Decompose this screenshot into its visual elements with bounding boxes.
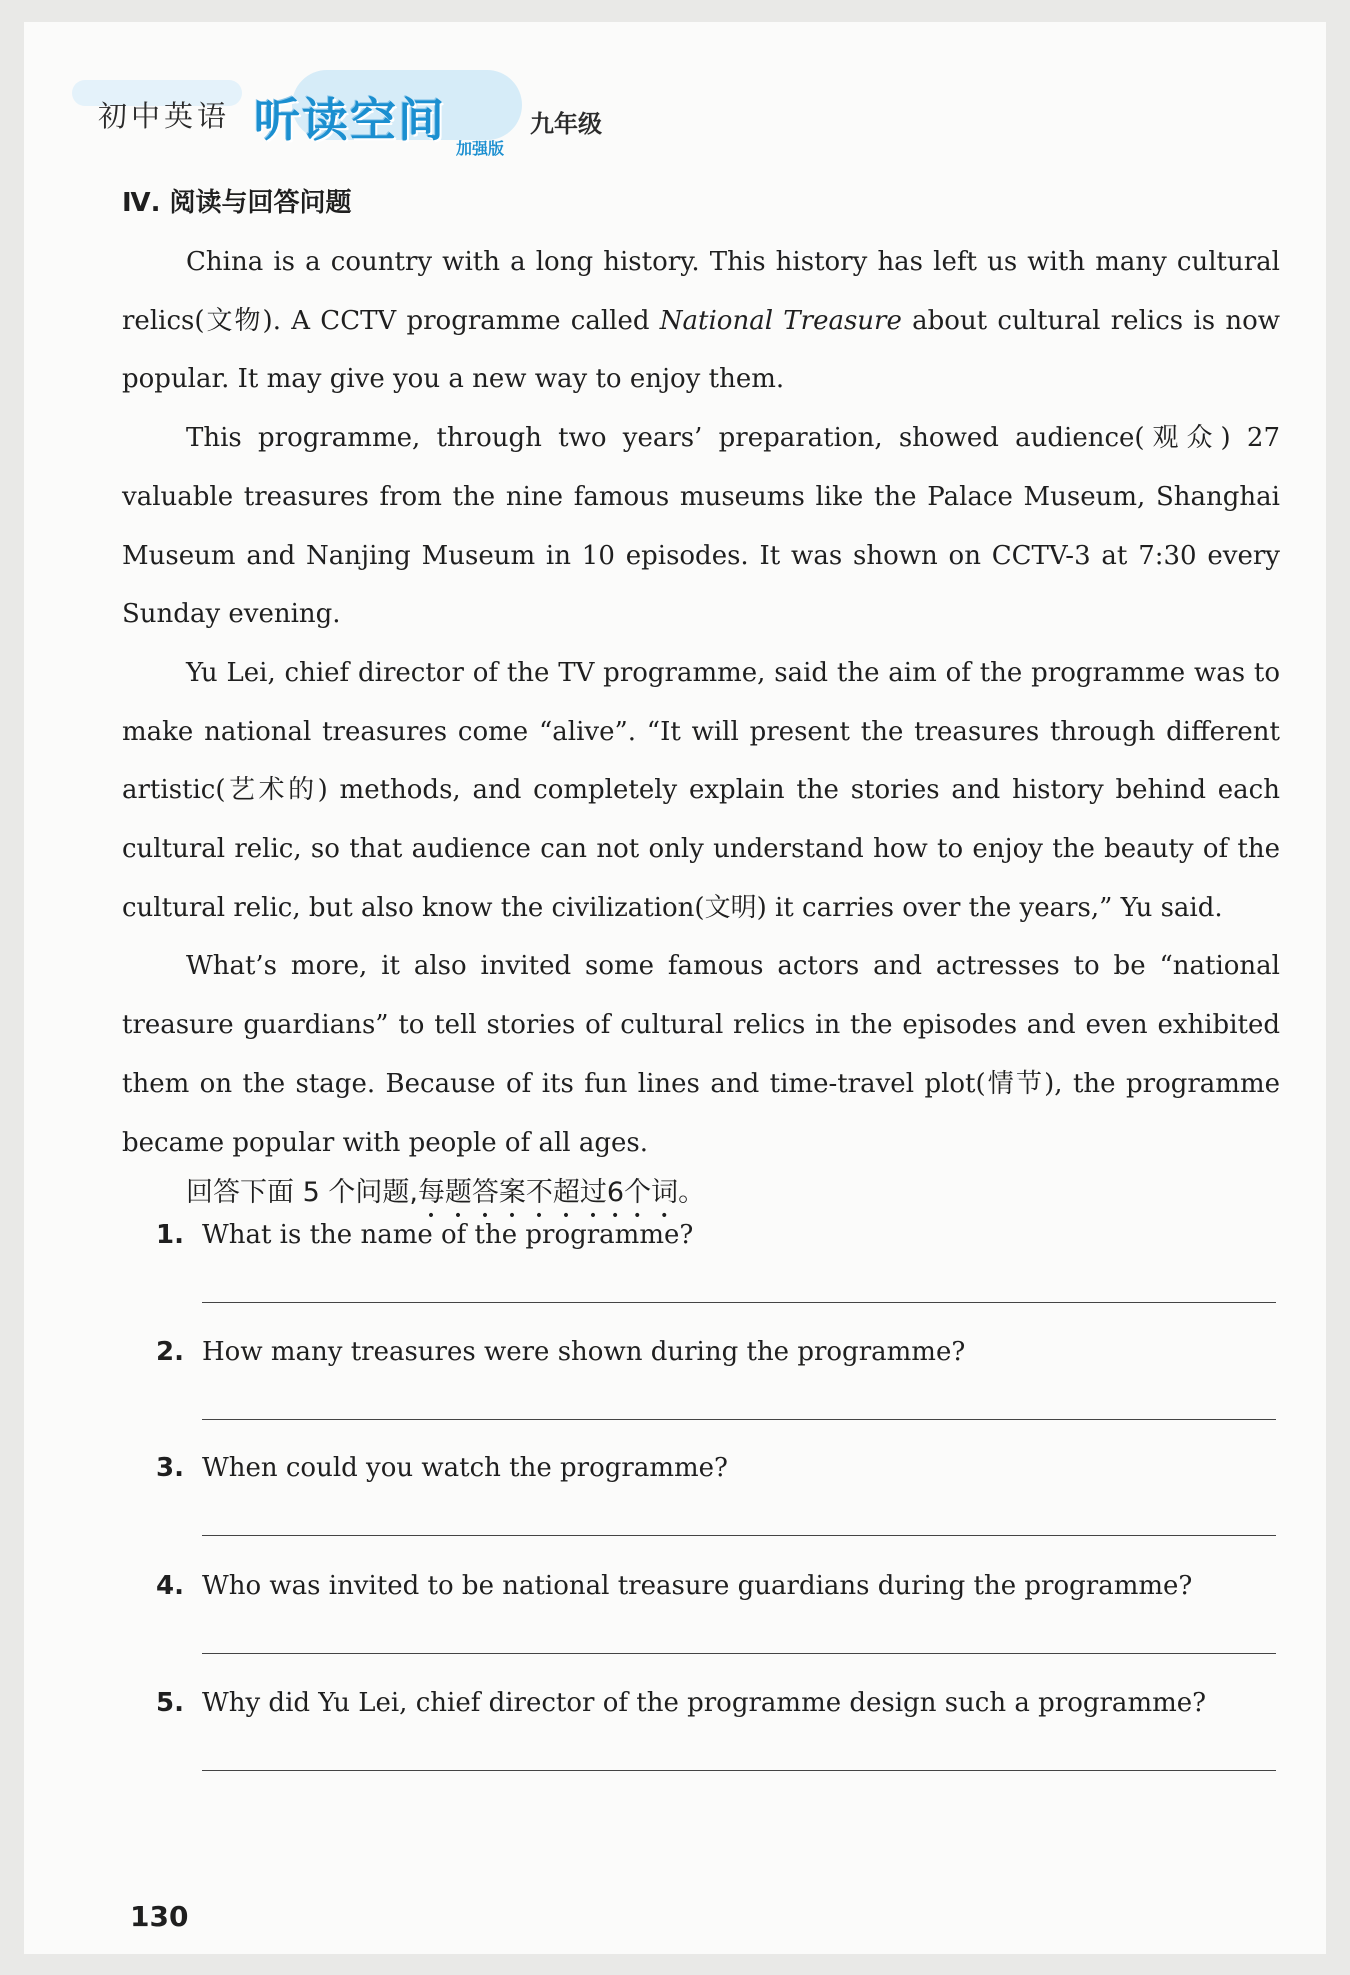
grade-label: 九年级 — [530, 110, 602, 138]
question-number: 1. — [156, 1220, 184, 1250]
section-title: Ⅳ. 阅读与回答问题 — [122, 188, 352, 218]
answer-line[interactable] — [202, 1770, 1276, 1771]
reading-passage — [122, 233, 1280, 1172]
answer-line[interactable] — [202, 1302, 1276, 1303]
answer-line[interactable] — [202, 1535, 1276, 1536]
edition-label: 加强版 — [456, 139, 505, 158]
answer-line[interactable] — [202, 1653, 1276, 1654]
answer-line[interactable] — [202, 1419, 1276, 1420]
question-instruction: 回答下面 5 个问题,每题答案不超过6个词。 — [186, 1177, 706, 1208]
paragraph-3: Yu Lei, chief director of the TV programme, said the aim of the programme was to make national treasures come “alive”. “It will present the treasures through different artistic(艺术的) methods, and completely explain the stories and history behind each cultural relic, so that audience can not only understand how to enjoy the beauty of the cultural relic, but also know the civilization(文明) it carries over the years,” Yu said. — [122, 657, 1280, 923]
emphasized-requirement: 每题答案不超过6个词 — [417, 1177, 679, 1208]
question-text: Why did Yu Lei, chief director of the programme design such a programme? — [202, 1688, 1207, 1718]
question-text: Who was invited to be national treasure guardians during the programme? — [202, 1571, 1193, 1601]
question-text: What is the name of the programme? — [202, 1220, 694, 1250]
series-title: 初中英语 — [98, 99, 231, 133]
page-number: 130 — [130, 1900, 189, 1933]
question-number: 4. — [156, 1571, 184, 1601]
question-number: 2. — [156, 1337, 184, 1367]
paragraph-1: China is a country with a long history. This history has left us with many cultural relics(文物). A CCTV programme called National Treasure about cultural relics is now popular. It may give you a new way to enjoy them. — [122, 247, 1280, 395]
question-text: How many treasures were shown during the programme? — [202, 1337, 966, 1367]
paragraph-2: This programme, through two years’ preparation, showed audience(观众) 27 valuable treasures from the nine famous museums like the Palace Museum, Shanghai Museum and Nanjing Museum in 10 episodes. It was shown on CCTV-3 at 7:30 every Sunday evening. — [122, 423, 1280, 630]
paragraph-4: What’s more, it also invited some famous actors and actresses to be “national treasure guardians” to tell stories of cultural relics in the episodes and even exhibited them on the stage. Because of its fun lines and time-travel plot(情节), the programme became popular with people of all ages. — [122, 951, 1280, 1158]
question-number: 3. — [156, 1453, 184, 1483]
programme-title: National Treasure — [659, 305, 902, 336]
book-header — [72, 64, 632, 164]
brand-logo: 听读空间 — [254, 93, 446, 147]
question-text: When could you watch the programme? — [202, 1453, 728, 1483]
page — [24, 22, 1326, 1954]
question-number: 5. — [156, 1688, 184, 1718]
